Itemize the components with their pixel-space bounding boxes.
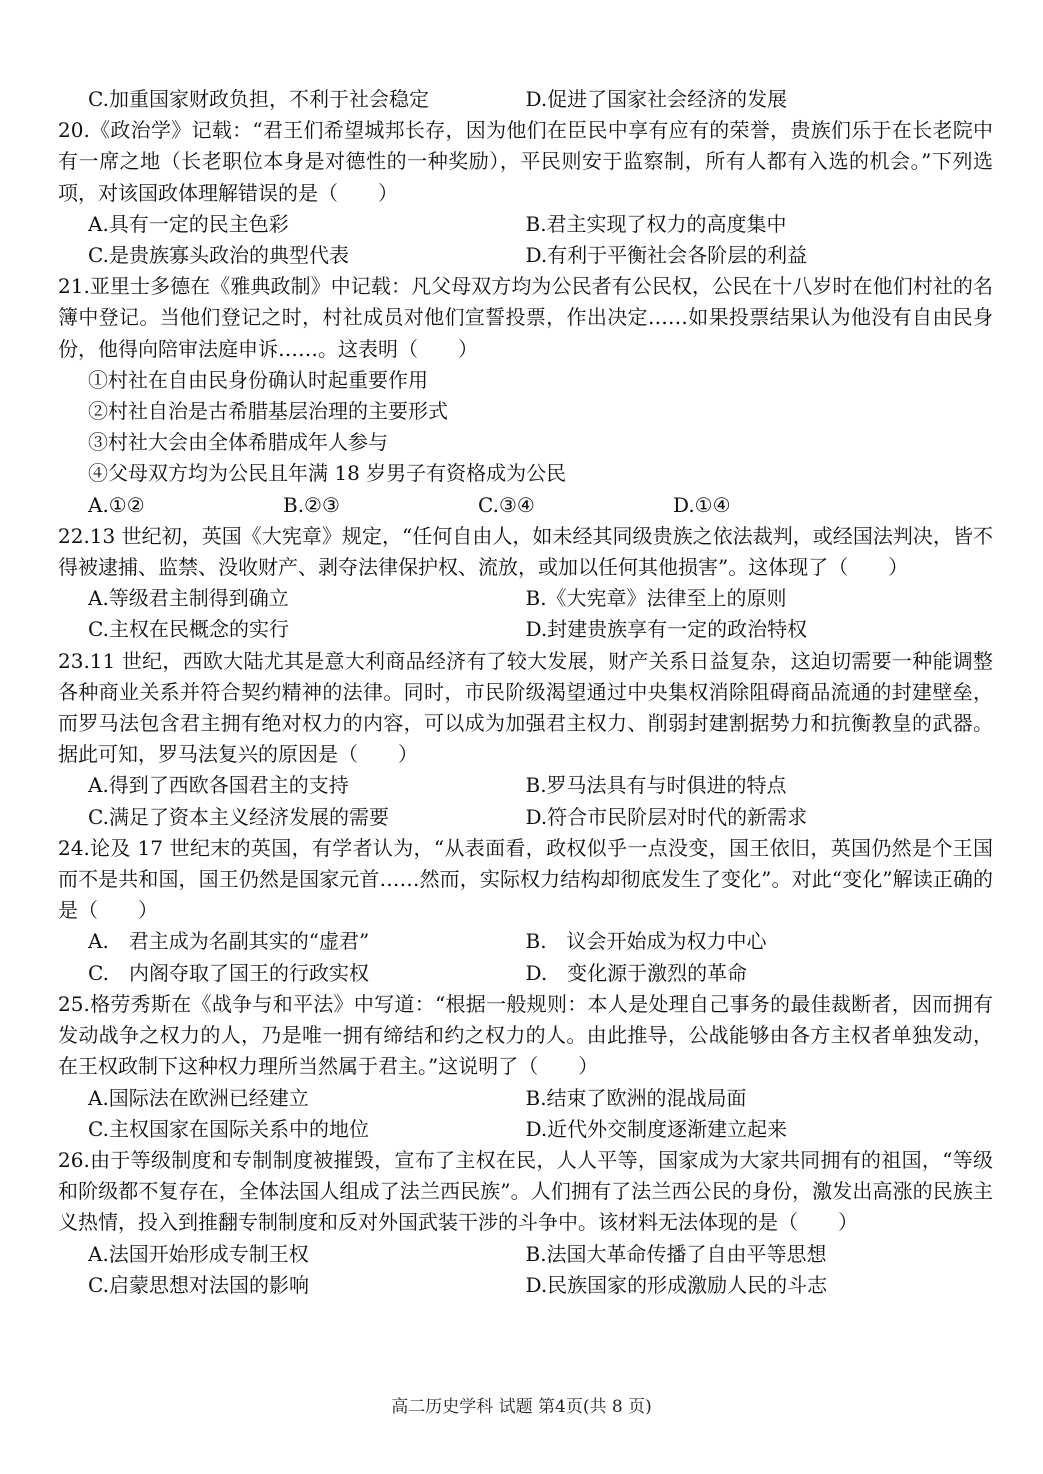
option-a: A.国际法在欧洲已经建立 bbox=[88, 1085, 309, 1110]
option-c: C.满足了资本主义经济发展的需要 bbox=[88, 804, 389, 829]
options-row bbox=[58, 240, 993, 271]
options-row bbox=[58, 1083, 993, 1114]
option-a: A.法国开始形成专制王权 bbox=[88, 1241, 309, 1266]
option-d: D.①④ bbox=[673, 492, 731, 517]
question-text: 25.格劳秀斯在《战争与和平法》中写道：“根据一般规则：本人是处理自己事务的最佳裁断者，因而拥有发动战争之权力的人，乃是唯一拥有缔结和约之权力的人。由此推导，公战能够由各方主权者单独发动，在王权政制下这种权力理所当然属于君主。”这说明了（ ） bbox=[58, 991, 993, 1079]
options-row bbox=[58, 802, 993, 833]
option-c: C.③④ bbox=[478, 492, 535, 517]
statement-1: ①村社在自由民身份确认时起重要作用 bbox=[88, 367, 428, 392]
option-a: A.具有一定的民主色彩 bbox=[88, 211, 289, 236]
question-24 bbox=[58, 833, 993, 989]
page-footer: 高二历史学科 试题 第4页(共 8 页) bbox=[391, 1397, 652, 1417]
option-d: D. 变化源于激烈的革命 bbox=[525, 960, 748, 985]
option-a: A.等级君主制得到确立 bbox=[88, 586, 289, 611]
option-b: B.法国大革命传播了自由平等思想 bbox=[525, 1241, 827, 1266]
statement-4: ④父母双方均为公民且年满 18 岁男子有资格成为公民 bbox=[88, 461, 567, 486]
option-c: C. 内阁夺取了国王的行政实权 bbox=[88, 960, 369, 985]
option-c: C.加重国家财政负担，不利于社会稳定 bbox=[88, 87, 429, 111]
option-d: D.封建贵族享有一定的政治特权 bbox=[525, 617, 808, 642]
options-row bbox=[58, 1270, 993, 1301]
option-c: C.是贵族寡头政治的典型代表 bbox=[88, 243, 349, 268]
question-text: 20.《政治学》记载：“君王们希望城邦长存，因为他们在臣民中享有应有的荣誉，贵族们乐于在长老院中有一席之地（长老职位本身是对德性的一种奖励），平民则安于监察制，所有人都有入选的机会。”下列选项，对该国政体理解错误的是（ ） bbox=[58, 118, 993, 205]
question-text: 23.11 世纪，西欧大陆尤其是意大利商品经济有了较大发展，财产关系日益复杂，这迫切需要一种能调整各种商业关系并符合契约精神的法律。同时，市民阶级渴望通过中央集权消除阻碍商品流通的封建壁垒，而罗马法包含君主拥有绝对权力的内容，可以成为加强君主权力、削弱封建割据势力和抗衡教皇的武器。据此可知，罗马法复兴的原因是（ ） bbox=[58, 648, 993, 767]
question-23 bbox=[58, 646, 993, 833]
statement-3: ③村社大会由全体希腊成年人参与 bbox=[88, 430, 388, 455]
question-text: 24.论及 17 世纪末的英国，有学者认为，“从表面看，政权似乎一点没变，国王依旧，英国仍然是个王国而不是共和国，国王仍然是国家元首……然而，实际权力结构却彻底发生了变化”。对此“变化”解读正确的是（ ） bbox=[58, 835, 993, 923]
option-b: B.《大宪章》法律至上的原则 bbox=[525, 586, 787, 611]
options-row bbox=[58, 583, 993, 614]
options-row bbox=[58, 209, 993, 240]
option-b: B.②③ bbox=[283, 492, 340, 517]
question-20 bbox=[58, 115, 993, 271]
option-c: C.主权在民概念的实行 bbox=[88, 617, 289, 642]
option-a: A. 君主成为名副其实的“虚君” bbox=[88, 929, 370, 954]
option-a: A.得到了西欧各国君主的支持 bbox=[88, 773, 349, 798]
option-a: A.①② bbox=[88, 492, 145, 517]
option-d: D.近代外交制度逐渐建立起来 bbox=[525, 1116, 788, 1141]
option-b: B. 议会开始成为权力中心 bbox=[525, 929, 767, 954]
option-d: D.促进了国家社会经济的发展 bbox=[525, 87, 788, 111]
options-row bbox=[58, 1114, 993, 1145]
option-c: C.启蒙思想对法国的影响 bbox=[88, 1272, 309, 1297]
option-b: B.君主实现了权力的高度集中 bbox=[525, 211, 787, 236]
statement-2: ②村社自治是古希腊基层治理的主要形式 bbox=[88, 399, 448, 424]
options-row bbox=[58, 1239, 993, 1270]
question-text: 21.亚里士多德在《雅典政制》中记载：凡父母双方均为公民者有公民权，公民在十八岁时在他们村社的名簿中登记。当他们登记之时，村社成员对他们宣誓投票，作出决定……如果投票结果认为他没有自由民身份，他得向陪审法庭申诉……。这表明（ ） bbox=[58, 274, 993, 361]
options-row bbox=[58, 614, 993, 645]
question-21 bbox=[58, 271, 993, 521]
option-b: B.罗马法具有与时俱进的特点 bbox=[525, 773, 787, 798]
question-25 bbox=[58, 989, 993, 1145]
option-d: D.民族国家的形成激励人民的斗志 bbox=[525, 1272, 828, 1297]
options-row bbox=[58, 490, 993, 521]
option-c: C.主权国家在国际关系中的地位 bbox=[88, 1116, 369, 1141]
question-text: 26.由于等级制度和专制制度被摧毁，宣布了主权在民，人人平等，国家成为大家共同拥有的祖国，“等级和阶级都不复存在，全体法国人组成了法兰西民族”。人们拥有了法兰西公民的身份，激发出高涨的民族主义热情，投入到推翻专制制度和反对外国武装干涉的斗争中。该材料无法体现的是（ ） bbox=[58, 1147, 993, 1235]
options-row bbox=[58, 958, 993, 989]
option-b: B.结束了欧洲的混战局面 bbox=[525, 1085, 747, 1110]
question-text: 22.13 世纪初，英国《大宪章》规定，“任何自由人，如未经其同级贵族之依法裁判，或经国法判决，皆不得被逮捕、监禁、没收财产、剥夺法律保护权、流放，或加以任何其他损害”。这体现了（ ） bbox=[58, 523, 993, 580]
options-row bbox=[58, 770, 993, 801]
option-d: D.符合市民阶层对时代的新需求 bbox=[525, 804, 808, 829]
q19-options-continued bbox=[58, 84, 993, 115]
question-22 bbox=[58, 521, 993, 646]
options-row bbox=[58, 926, 993, 957]
option-d: D.有利于平衡社会各阶层的利益 bbox=[525, 243, 808, 268]
exam-content bbox=[58, 84, 993, 1301]
question-26 bbox=[58, 1145, 993, 1301]
